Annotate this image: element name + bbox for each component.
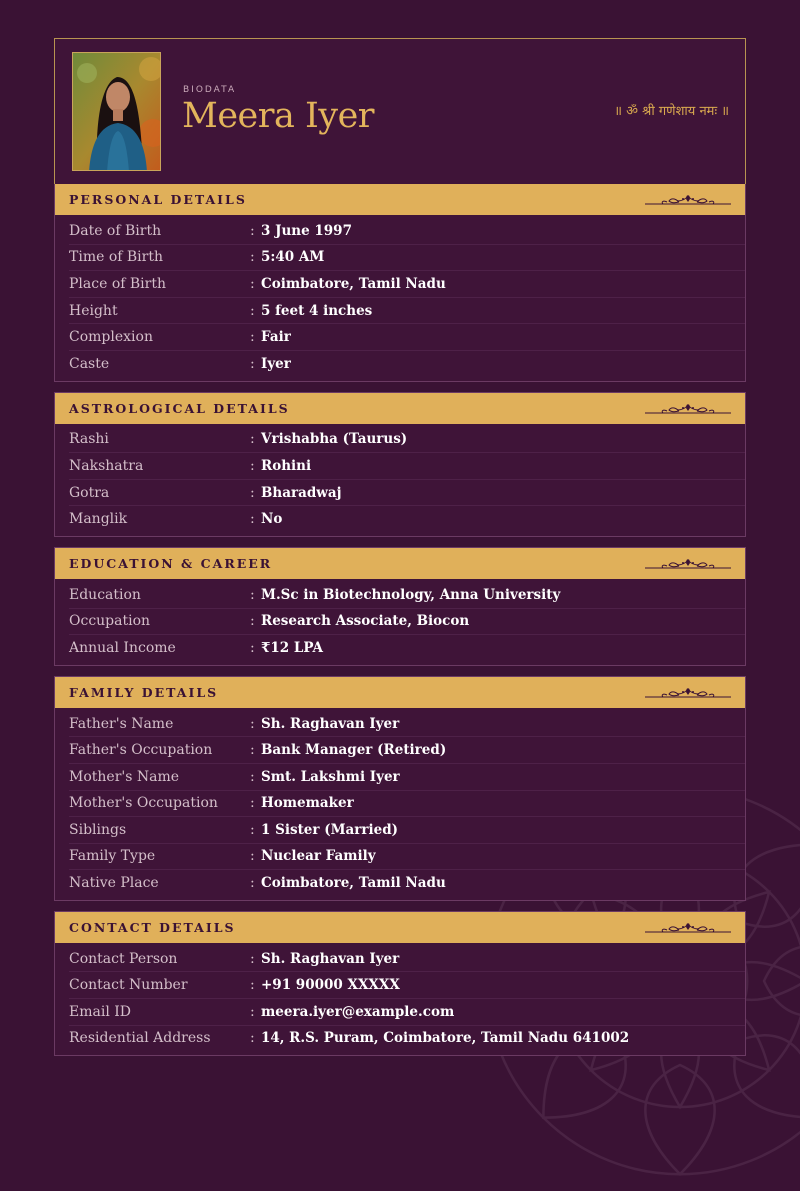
detail-label: Gotra: [69, 484, 110, 501]
detail-label: Siblings: [69, 821, 127, 838]
detail-separator: :: [250, 1030, 255, 1047]
detail-separator: :: [250, 329, 255, 346]
detail-label: Native Place: [69, 875, 159, 892]
detail-row: [69, 711, 745, 738]
floral-divider-icon: [645, 921, 731, 935]
section-header: [55, 548, 745, 579]
invocation-text: ॥ ॐ श्री गणेशाय नमः ॥: [614, 104, 729, 119]
detail-row: [69, 999, 745, 1026]
section-title: EDUCATION & CAREER: [69, 555, 273, 571]
section-rows: [55, 579, 745, 665]
details-section: [54, 547, 746, 666]
detail-value: 3 June 1997: [261, 222, 352, 239]
detail-row: [69, 324, 745, 351]
detail-separator: :: [250, 613, 255, 630]
detail-value: Iyer: [261, 355, 291, 372]
detail-row: [69, 480, 745, 507]
detail-separator: :: [250, 950, 255, 967]
detail-value: Coimbatore, Tamil Nadu: [261, 275, 446, 292]
detail-separator: :: [250, 275, 255, 292]
detail-label: Education: [69, 586, 141, 603]
detail-value: ₹12 LPA: [261, 639, 324, 656]
detail-separator: :: [250, 795, 255, 812]
detail-separator: :: [250, 821, 255, 838]
detail-label: Nakshatra: [69, 457, 144, 474]
detail-separator: :: [250, 715, 255, 732]
detail-value: Bank Manager (Retired): [261, 742, 447, 759]
detail-value: Bharadwaj: [261, 484, 342, 501]
detail-value: +91 90000 XXXXX: [261, 977, 400, 994]
detail-separator: :: [250, 457, 255, 474]
detail-label: Complexion: [69, 329, 153, 346]
detail-label: Occupation: [69, 613, 151, 630]
detail-value: No: [261, 511, 283, 528]
detail-separator: :: [250, 431, 255, 448]
biodata-label: BIODATA: [183, 85, 237, 95]
floral-divider-icon: [645, 557, 731, 571]
detail-row: [69, 453, 745, 480]
detail-value: Sh. Raghavan Iyer: [261, 715, 400, 732]
portrait-photo: [73, 53, 161, 171]
detail-value: 5:40 AM: [261, 249, 325, 266]
person-name: Meera Iyer: [182, 96, 375, 136]
detail-value: Sh. Raghavan Iyer: [261, 950, 400, 967]
detail-value: 1 Sister (Married): [261, 821, 399, 838]
detail-separator: :: [250, 511, 255, 528]
detail-row: [69, 870, 745, 896]
section-title: CONTACT DETAILS: [69, 919, 236, 935]
detail-value: M.Sc in Biotechnology, Anna University: [261, 586, 561, 603]
detail-separator: :: [250, 302, 255, 319]
detail-row: [69, 972, 745, 999]
detail-row: [69, 946, 745, 973]
detail-row: [69, 245, 745, 272]
detail-row: [69, 844, 745, 871]
detail-row: [69, 351, 745, 377]
biodata-page: [54, 38, 746, 1066]
detail-row: [69, 817, 745, 844]
section-header: [55, 393, 745, 424]
detail-label: Family Type: [69, 848, 156, 865]
detail-value: Nuclear Family: [261, 848, 376, 865]
detail-value: meera.iyer@example.com: [261, 1003, 455, 1020]
detail-row: [69, 582, 745, 609]
detail-separator: :: [250, 355, 255, 372]
section-header: [55, 912, 745, 943]
detail-value: Smt. Lakshmi Iyer: [261, 768, 400, 785]
detail-value: 5 feet 4 inches: [261, 302, 373, 319]
section-rows: [55, 424, 745, 536]
detail-value: Homemaker: [261, 795, 354, 812]
section-header: [55, 677, 745, 708]
detail-label: Date of Birth: [69, 222, 162, 239]
detail-separator: :: [250, 484, 255, 501]
detail-label: Height: [69, 302, 118, 319]
detail-row: [69, 635, 745, 661]
detail-label: Place of Birth: [69, 275, 166, 292]
detail-row: [69, 764, 745, 791]
section-rows: [55, 943, 745, 1055]
detail-row: [69, 1026, 745, 1052]
floral-divider-icon: [645, 402, 731, 416]
detail-value: Fair: [261, 329, 291, 346]
section-rows: [55, 215, 745, 381]
detail-separator: :: [250, 586, 255, 603]
detail-label: Rashi: [69, 431, 109, 448]
detail-row: [69, 791, 745, 818]
detail-label: Residential Address: [69, 1030, 211, 1047]
detail-separator: :: [250, 222, 255, 239]
detail-label: Annual Income: [69, 639, 176, 656]
details-section: [54, 911, 746, 1056]
detail-label: Mother's Name: [69, 768, 180, 785]
detail-separator: :: [250, 639, 255, 656]
floral-divider-icon: [645, 193, 731, 207]
details-section: [54, 184, 746, 382]
section-title: ASTROLOGICAL DETAILS: [69, 400, 290, 416]
section-title: FAMILY DETAILS: [69, 684, 219, 700]
profile-photo: [72, 52, 161, 171]
biodata-header: [54, 38, 746, 184]
detail-label: Manglik: [69, 511, 128, 528]
detail-separator: :: [250, 1003, 255, 1020]
floral-divider-icon: [645, 686, 731, 700]
detail-value: 14, R.S. Puram, Coimbatore, Tamil Nadu 641002: [261, 1030, 630, 1047]
section-rows: [55, 708, 745, 900]
detail-value: Coimbatore, Tamil Nadu: [261, 875, 446, 892]
detail-label: Caste: [69, 355, 110, 372]
details-section: [54, 676, 746, 901]
detail-separator: :: [250, 768, 255, 785]
detail-label: Contact Number: [69, 977, 188, 994]
detail-separator: :: [250, 977, 255, 994]
detail-label: Father's Name: [69, 715, 174, 732]
detail-row: [69, 737, 745, 764]
detail-separator: :: [250, 249, 255, 266]
detail-row: [69, 506, 745, 532]
detail-value: Rohini: [261, 457, 312, 474]
detail-separator: :: [250, 848, 255, 865]
detail-label: Mother's Occupation: [69, 795, 218, 812]
detail-row: [69, 609, 745, 636]
detail-label: Time of Birth: [69, 249, 163, 266]
section-header: [55, 184, 745, 215]
detail-separator: :: [250, 875, 255, 892]
detail-label: Contact Person: [69, 950, 178, 967]
detail-separator: :: [250, 742, 255, 759]
detail-row: [69, 298, 745, 325]
sections-container: [54, 184, 746, 1056]
detail-row: [69, 427, 745, 454]
detail-label: Father's Occupation: [69, 742, 213, 759]
section-title: PERSONAL DETAILS: [69, 192, 247, 207]
detail-value: Vrishabha (Taurus): [261, 431, 408, 448]
details-section: [54, 392, 746, 537]
detail-row: [69, 271, 745, 298]
detail-value: Research Associate, Biocon: [261, 613, 470, 630]
detail-label: Email ID: [69, 1003, 132, 1020]
detail-row: [69, 218, 745, 245]
